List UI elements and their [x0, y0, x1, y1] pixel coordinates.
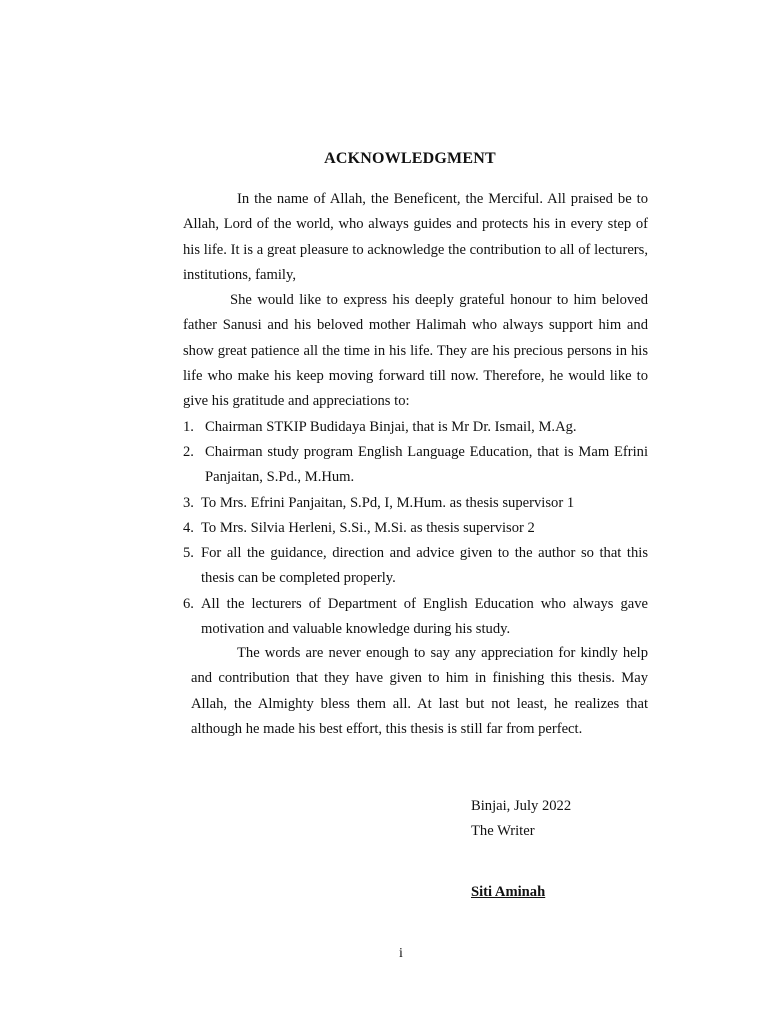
list-item: [183, 541, 648, 592]
page-title: ACKNOWLEDGMENT: [324, 150, 496, 167]
list-item-number: 1.: [183, 418, 194, 435]
list-item-number: 3.: [183, 494, 194, 511]
writer-label: The Writer: [471, 823, 535, 839]
list-item: [183, 415, 648, 440]
list-item-text: Chairman study program English Language Education, that is Mam Efrini Panjaitan, S.Pd., M.Hum.: [205, 443, 648, 486]
intro-paragraph: In the name of Allah, the Beneficent, the Merciful. All praised be to Allah, Lord of the world, who always guides and protects his in every step of his life. It is a great pleasure to acknowledge the contribution to all of lecturers, institutions, family,: [183, 191, 648, 283]
list-item-text: Chairman STKIP Budidaya Binjai, that is Mr Dr. Ismail, M.Ag.: [205, 418, 577, 435]
list-item-number: 6.: [183, 595, 194, 612]
list-item-text: For all the guidance, direction and advice given to the author so that this thesis can be completed properly.: [201, 545, 648, 587]
list-item-text: To Mrs. Efrini Panjaitan, S.Pd, I, M.Hum. as thesis supervisor 1: [201, 494, 575, 511]
page-number: i: [399, 946, 403, 961]
thanks-list: [183, 415, 648, 643]
writer-name: Siti Aminah: [471, 884, 546, 900]
list-item-number: 5.: [183, 545, 194, 562]
place-date: Binjai, July 2022: [471, 798, 572, 814]
gratitude-paragraph: She would like to express his deeply grateful honour to him beloved father Sanusi and his beloved mother Halimah who always support him and show great patience all the time in his life. They are his precious persons in his life who make his keep moving forward till now. Therefore, he would like to give his gratitude and appreciations to:: [183, 292, 648, 410]
list-item: [183, 491, 648, 516]
list-item-text: All the lecturers of Department of English Education who always gave motivation and valuable knowledge during his study.: [201, 595, 648, 638]
body-text: [183, 187, 648, 642]
list-item: [183, 592, 648, 643]
list-item: [183, 440, 648, 491]
closing-paragraph: The words are never enough to say any appreciation for kindly help and contribution that they have given to him in finishing this thesis. May Allah, the Almighty bless them all. At last but not least, he realizes that although he made his best effort, this thesis is still far from perfect.: [191, 645, 648, 737]
list-item-number: 2.: [183, 443, 194, 460]
list-item-text: To Mrs. Silvia Herleni, S.Si., M.Si. as thesis supervisor 2: [201, 519, 535, 536]
list-item: [183, 516, 648, 541]
list-item-number: 4.: [183, 519, 194, 536]
